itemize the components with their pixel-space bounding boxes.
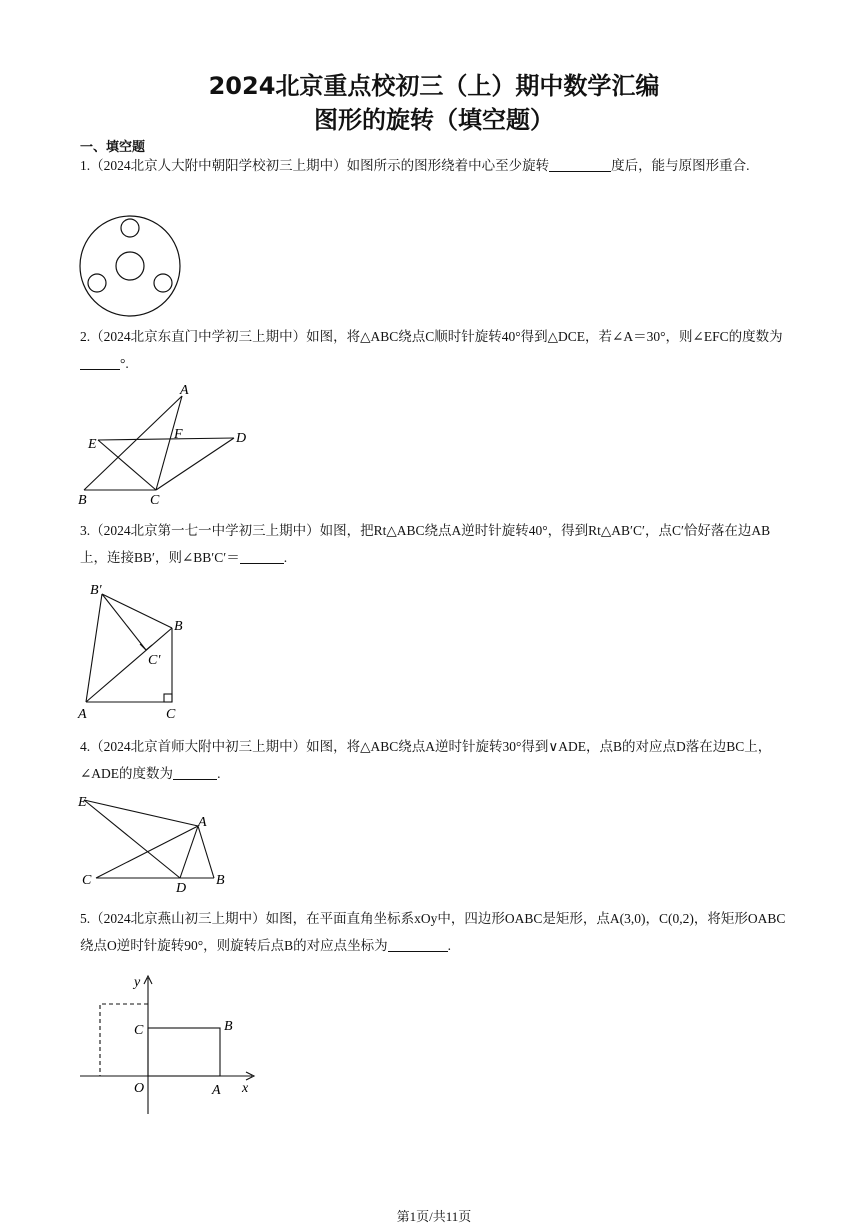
rotated-rectangle-dashed xyxy=(100,1004,148,1076)
label-A: A xyxy=(212,1083,221,1098)
answer-blank-1 xyxy=(549,157,611,172)
label-C: C xyxy=(82,873,92,888)
answer-blank-5 xyxy=(388,937,448,952)
label-x: x xyxy=(242,1081,249,1096)
section-heading: 一、填空题 xyxy=(80,140,146,155)
center-circle xyxy=(116,252,144,280)
segment-B1C1 xyxy=(102,594,146,650)
question-4-text: 4.（2024北京首师大附中初三上期中）如图，将△ABC绕点A逆时针旋转30°得到∨ADE，点B的对应点D落在边BC上，∠ADE的度数为 xyxy=(80,739,772,781)
label-B: B xyxy=(174,619,183,634)
question-2-tail: °. xyxy=(120,356,129,371)
question-3-text: 3.（2024北京第一七一中学初三上期中）如图，把Rt△ABC绕点A逆时针旋转40°，得到Rt△AB′C′，点C′恰好落在边AB上，连接BB′，则∠BB′C′＝ xyxy=(80,523,771,565)
segment-B1B xyxy=(102,594,172,628)
question-3 xyxy=(80,517,792,571)
figure-1-circles xyxy=(76,214,188,318)
right-angle-C xyxy=(164,694,172,702)
segment-AB1 xyxy=(86,594,102,702)
question-2 xyxy=(80,323,792,377)
label-E: E xyxy=(78,795,87,810)
question-1-tail: 度后，能与原图形重合. xyxy=(611,158,750,173)
page-footer: 第1页/共11页 xyxy=(396,1209,472,1224)
segment-AB xyxy=(198,826,214,878)
question-1-text: 1.（2024北京人大附中朝阳学校初三上期中）如图所示的图形绕着中心至少旋转 xyxy=(80,158,550,173)
label-B: B xyxy=(216,873,225,888)
answer-blank-4 xyxy=(173,765,217,780)
figure-4-triangles xyxy=(76,794,236,894)
label-O: O xyxy=(134,1081,145,1096)
label-C: C xyxy=(166,707,176,722)
segment-ED xyxy=(98,438,234,440)
label-D: D xyxy=(176,881,187,896)
label-A: A xyxy=(78,707,87,722)
question-3-tail: . xyxy=(283,550,288,565)
small-circle-left xyxy=(88,274,106,292)
segment-ED xyxy=(84,800,180,878)
small-circle-right xyxy=(154,274,172,292)
answer-blank-2 xyxy=(80,355,120,370)
label-A: A xyxy=(198,815,207,830)
label-F: F xyxy=(174,427,183,442)
label-E: E xyxy=(88,437,97,452)
label-D: D xyxy=(236,431,247,446)
page-title: 2024北京重点校初三（上）期中数学汇编 xyxy=(208,72,660,100)
page-subtitle: 图形的旋转（填空题） xyxy=(314,106,554,134)
rectangle-OABC xyxy=(148,1028,220,1076)
label-A: A xyxy=(180,383,189,398)
segment-EA xyxy=(84,800,198,826)
question-5 xyxy=(80,905,792,959)
label-C: C xyxy=(150,493,160,508)
answer-blank-3 xyxy=(240,549,284,564)
label-C: C xyxy=(134,1023,144,1038)
question-5-tail: . xyxy=(447,938,452,953)
question-1 xyxy=(80,152,792,179)
figure-2-triangles xyxy=(76,382,256,508)
segment-EC xyxy=(98,440,156,490)
segment-BA xyxy=(84,396,182,490)
figure-3-right-triangles xyxy=(76,578,196,720)
outer-circle xyxy=(80,216,180,316)
label-B-prime: B′ xyxy=(90,583,102,598)
small-circle-top xyxy=(121,219,139,237)
question-4-tail: . xyxy=(217,766,221,781)
figure-5-coordinate-rectangle xyxy=(76,970,262,1118)
question-5-text: 5.（2024北京燕山初三上期中）如图，在平面直角坐标系xOy中，四边形OABC是矩形，点A(3,0)，C(0,2)，将矩形OABC绕点O逆时针旋转90°，则旋转后点B的对应点坐标为 xyxy=(80,911,786,953)
label-y: y xyxy=(134,975,141,990)
question-2-text: 2.（2024北京东直门中学初三上期中）如图，将△ABC绕点C顺时针旋转40°得到△DCE，若∠A＝30°，则∠EFC的度数为 xyxy=(80,329,783,344)
label-B: B xyxy=(78,493,87,508)
question-4 xyxy=(80,733,792,787)
label-B: B xyxy=(224,1019,233,1034)
label-C-prime: C′ xyxy=(148,653,161,668)
